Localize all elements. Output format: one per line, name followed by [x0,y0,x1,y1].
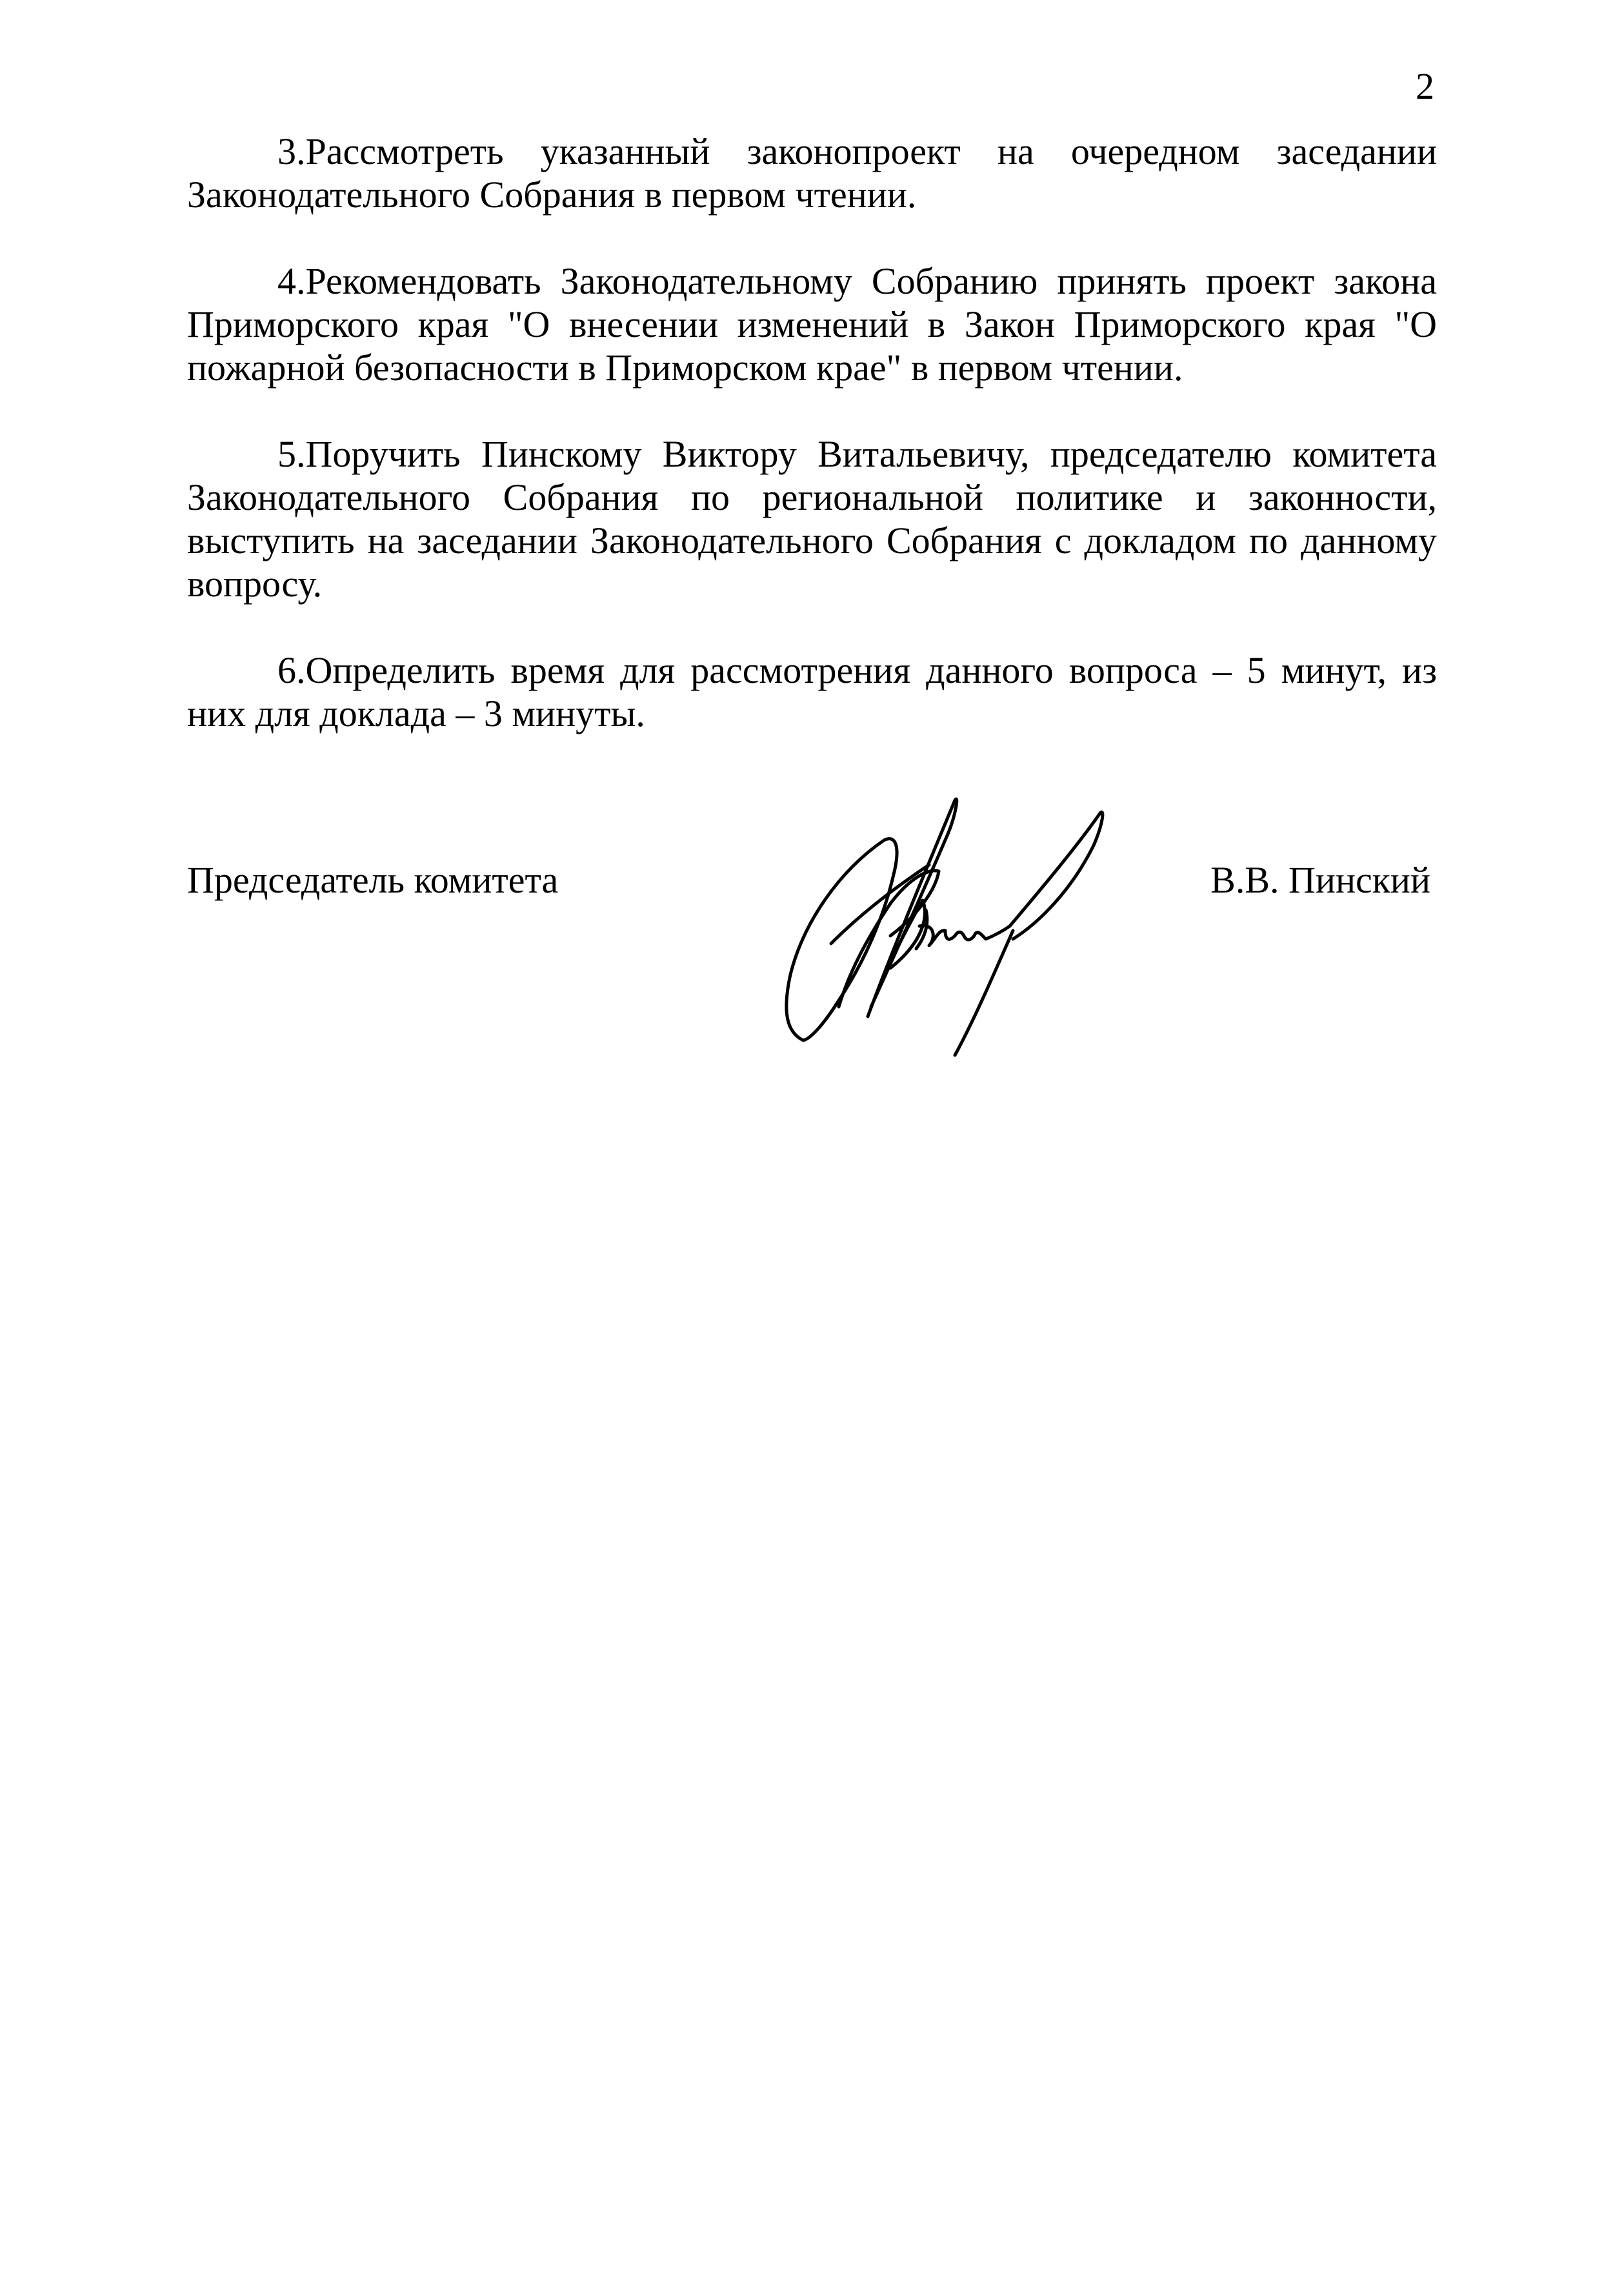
signatory-name: В.В. Пинский [1210,859,1430,901]
paragraph-4: 4.Рекомендовать Законодательному Собранию принять проект закона Приморского края "О внесении изменений в Закон Приморского края "О пожарной безопасности в Приморском крае" в первом чтении. [187,260,1437,389]
signatory-role: Председатель комитета [187,859,559,901]
page-number: 2 [1416,65,1434,107]
document-body [187,130,1437,778]
paragraph-3: 3.Рассмотреть указанный законопроект на очередном заседании Законодательного Собрания в первом чтении. [187,130,1437,216]
paragraph-6: 6.Определить время для рассмотрения данного вопроса – 5 минут, из них для доклада – 3 минуты. [187,649,1437,734]
paragraph-5: 5.Поручить Пинскому Виктору Витальевичу, председателю комитета Законодательного Собрания по региональной политике и законности, выступить на заседании Законодательного Собрания с докладом по данному вопросу. [187,433,1437,605]
handwritten-signature [742,762,1129,1065]
